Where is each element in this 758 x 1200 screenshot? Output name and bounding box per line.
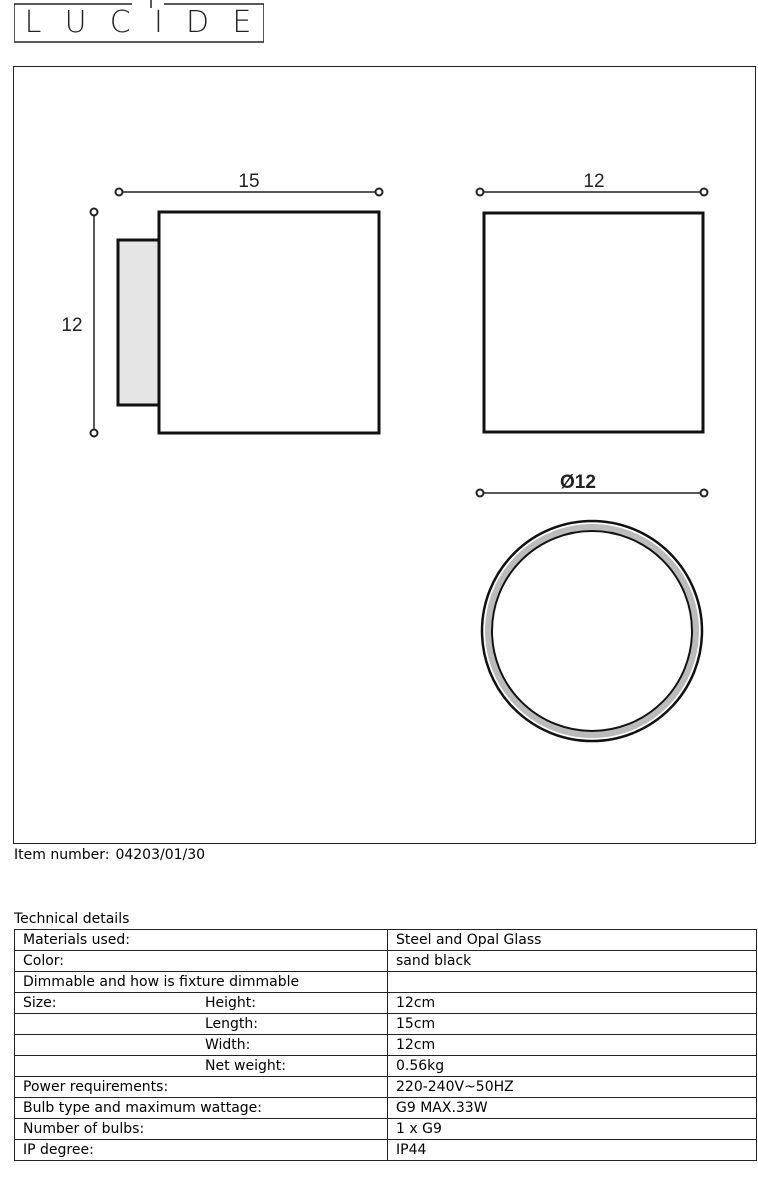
front-view-width-dimension	[477, 171, 708, 196]
side-view-shape	[118, 212, 379, 433]
spec-sublabel: Length:	[205, 1016, 259, 1032]
top-view-shape	[482, 521, 702, 741]
logo-letter: I	[153, 4, 165, 40]
spec-value	[388, 972, 757, 993]
spec-value: 220-240V~50HZ	[388, 1077, 757, 1098]
table-row	[15, 1140, 757, 1161]
spec-label: Power requirements:	[15, 1077, 388, 1098]
item-number-label: Item number:	[14, 847, 110, 863]
spec-label: Bulb type and maximum wattage:	[15, 1098, 388, 1119]
side-view-height-dimension	[61, 209, 97, 437]
spec-label	[15, 1056, 388, 1077]
logo-letter: D	[186, 4, 212, 40]
table-row	[15, 930, 757, 951]
spec-value: 1 x G9	[388, 1119, 757, 1140]
spec-label: Materials used:	[15, 930, 388, 951]
table-row	[15, 1119, 757, 1140]
table-row	[15, 1035, 757, 1056]
front-view-shape	[484, 213, 703, 432]
spec-label: Dimmable and how is fixture dimmable	[15, 972, 388, 993]
logo-letter: L	[24, 4, 44, 40]
top-view-diameter-dimension	[477, 472, 708, 497]
spec-label: Size: Height:	[15, 993, 388, 1014]
table-row	[15, 972, 757, 993]
spec-value: sand black	[388, 951, 757, 972]
table-row	[15, 951, 757, 972]
side-view-width-dimension	[116, 171, 383, 196]
technical-details-title: Technical details	[14, 911, 130, 927]
logo-letter: U	[64, 4, 89, 40]
table-row	[15, 1077, 757, 1098]
spec-value: Steel and Opal Glass	[388, 930, 757, 951]
spec-sublabel: Height:	[205, 995, 256, 1011]
table-row	[15, 1098, 757, 1119]
spec-label: Number of bulbs:	[15, 1119, 388, 1140]
spec-label: Color:	[15, 951, 388, 972]
spec-sublabel: Width:	[205, 1037, 251, 1053]
item-number-value: 04203/01/30	[115, 847, 206, 863]
drawing-canvas	[14, 67, 757, 845]
table-row	[15, 1014, 757, 1035]
technical-details-table	[14, 929, 757, 1161]
spec-value: IP44	[388, 1140, 757, 1161]
side-height-label: 12	[61, 315, 83, 336]
front-width-label: 12	[583, 171, 605, 192]
spec-label: IP degree:	[15, 1140, 388, 1161]
spec-value: 12cm	[388, 993, 757, 1014]
logo-letter: C	[109, 4, 133, 40]
logo-letters	[14, 4, 264, 40]
spec-label	[15, 1035, 388, 1056]
brand-logo	[14, 0, 264, 43]
spec-label	[15, 1014, 388, 1035]
spec-value: 12cm	[388, 1035, 757, 1056]
spec-value: G9 MAX.33W	[388, 1098, 757, 1119]
spec-value: 0.56kg	[388, 1056, 757, 1077]
logo-letter: E	[232, 4, 254, 40]
top-diameter-label: Ø12	[560, 472, 596, 493]
table-row	[15, 1056, 757, 1077]
table-row	[15, 993, 757, 1014]
side-width-label: 15	[238, 171, 260, 192]
spec-sublabel: Net weight:	[205, 1058, 286, 1074]
technical-drawing	[13, 66, 756, 844]
spec-value: 15cm	[388, 1014, 757, 1035]
item-number	[14, 847, 205, 863]
